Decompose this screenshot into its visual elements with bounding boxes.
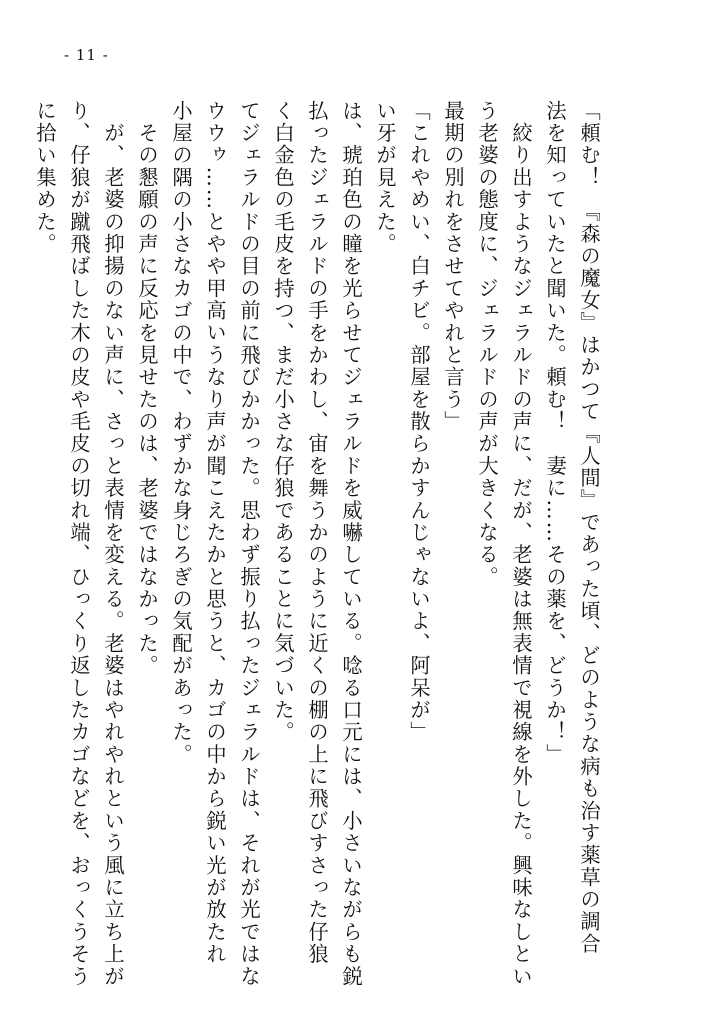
text-line: その懇願の声に反応を見せたのは、老婆ではなかった。 xyxy=(135,100,159,677)
text-line: 法を知っていたと聞いた。頼む！ 妻に……その薬を、どうか！」 xyxy=(543,100,567,766)
text-line: く白金色の毛皮を持つ、まだ小さな仔狼であることに気づいた。 xyxy=(271,100,295,744)
text-line: は、琥珀色の瞳を光らせてジェラルドを威嚇している。唸る口元には、小さいながらも鋭 xyxy=(339,100,363,988)
text-line: が、老婆の抑揚のない声に、さっと表情を変える。老婆はやれやれという風に立ち上が xyxy=(101,100,125,988)
text-line: 「頼む！ 『森の魔女』はかつて『人間』であった頃、どのような病も治す薬草の調合 xyxy=(577,100,601,956)
text-line: 小屋の隅の小さなカゴの中で、わずかな身じろぎの気配があった。 xyxy=(169,100,193,766)
text-line: に拾い集めた。 xyxy=(33,100,57,256)
text-line: 「これやめい、白チビ。部屋を散らかすんじゃないよ、阿呆が」 xyxy=(407,100,431,744)
text-line: い牙が見えた。 xyxy=(373,100,397,256)
page-number: - 11 - xyxy=(64,46,109,64)
text-line: 最期の別れをさせてやれと言う」 xyxy=(441,100,465,433)
text-line: う老婆の態度に、ジェラルドの声が大きくなる。 xyxy=(475,100,499,589)
text-line: 払ったジェラルドの手をかわし、宙を舞うかのように近くの棚の上に飛びすさった仔狼 xyxy=(305,100,329,966)
text-line: てジェラルドの目の前に飛びかかった。思わず振り払ったジェラルドは、それが光ではな xyxy=(237,100,261,988)
body-text xyxy=(28,100,606,988)
text-line: り、仔狼が蹴飛ばした木の皮や毛皮の切れ端、ひっくり返したカゴなどを、おっくうそう xyxy=(67,100,91,988)
text-line: ウウゥ……とやや甲高いうなり声が聞こえたかと思うと、カゴの中から鋭い光が放たれ xyxy=(203,100,227,966)
text-line: 絞り出すようなジェラルドの声に、だが、老婆は無表情で視線を外した。興味なしとい xyxy=(509,100,533,988)
